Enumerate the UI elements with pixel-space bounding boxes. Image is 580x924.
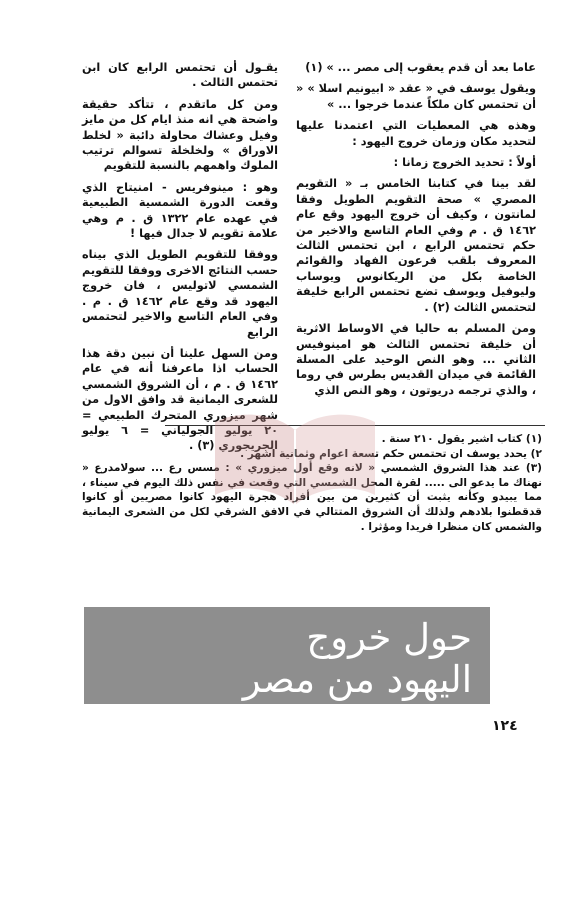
paragraph: ووفقا للتقويم الطويل الذي بيناه حسب النتائج الاخرى ووفقا للتقويم الشمسي لاتوليس ، فان خروج اليهود قد وقع عام ١٤٦٢ ق . م . وفي العام التاسع والاخير لتحتمس الرابع <box>82 248 278 339</box>
paragraph: وهو : مينوفريس - امنيتاح الذي وقعت الدورة الشمسية الطبيعية في عهده عام ١٣٢٢ ق . م وهي علامة تقويم لا جدال فيها ! <box>82 180 279 241</box>
paragraph: ومن السهل علينا أن نبين دقة هذا الحساب اذا ماعرفنا أنه في عام ١٤٦٢ ق . م ، أن الشروق الشمسي للشعرى اليمانية قد وافق الاول من شهر ميزوري المتحرك الطبيعي = ٢٠ يوليو الجولياني = ٦ يوليو الجريجوري (٣) . <box>82 346 278 453</box>
footnote: (١) كتاب اشير يقول ٢١٠ سنة . <box>381 433 542 445</box>
right-text-column <box>296 60 536 404</box>
footnotes <box>82 432 542 534</box>
paragraph: ومن المسلم به حاليا في الاوساط الاثرية أن خليفة تحتمس الثالث هو امينوفيس الثاني ... وهو النص الوحيد على المسلة القائمة في ميدان القديس بطرس في روما ، والذي ترجمه دريوتون ، وهو النص الذي <box>296 322 536 397</box>
page-number: ١٢٤ <box>492 718 518 734</box>
chapter-title-line: حول خروج <box>306 616 472 659</box>
paragraph: ومن كل ماتقدم ، تتأكد حقيقة واضحة هي انه منذ ايام كل من مايز وفيل وعشاك محاولة دائبة « لخلط الاوراق » ولخلخلة تسوالم ترتيب الملوك واهمهم بالنسبة للتقويم <box>82 97 278 173</box>
paragraph: وهذه هي المعطيات التي اعتمدنا عليها لتحديد مكان وزمان خروج اليهود : <box>296 119 536 148</box>
section-heading: أولاً : تحديد الخروج زمانا : <box>393 156 536 170</box>
paragraph: عاما بعد أن قدم يعقوب إلى مصر ... » (١) <box>305 61 536 74</box>
paragraph: يقـول أن تحتمس الرابع كان ابن تحتمس الثالث . <box>82 61 278 90</box>
paragraph: ويقول يوسف في « عقد « ابيونيم اسلا » « أن تحتمس كان ملكاً عندما خرجوا ... » <box>296 82 536 111</box>
chapter-title <box>243 617 472 701</box>
chapter-title-line: اليهود من مصر <box>242 658 472 701</box>
left-text-column <box>82 60 278 460</box>
footnote: (٣) عند هذا الشروق الشمسي « لانه وقع أول ميزوري » : مسس رع ... سولامدرع « نهناك ما يدعو الى ..... لقرة المحل الشمسي التي وقعت في نفس ذلك اليوم في سيناء ، مما يبيدو وكأنه يثبت أن كثيرين من بين أفراد هجرة اليهود كانوا مصريين أو كانوا قدقطنوا بلادهم ولذلك أن الشروق المتتالي في الافق الشرقي لكل من الشعرى اليمانية والشمس كان منظرا فريدا ومؤثرا . <box>82 462 542 533</box>
chapter-title-banner <box>84 607 490 704</box>
footnote-divider <box>165 425 545 426</box>
footnote: ٢) يحدد يوسف ان تحتمس حكم تسعة اعوام وثمانية اشهر . <box>240 447 542 460</box>
paragraph: لقد بينا في كتابنا الخامس بـ « التقويم المصري » صحة التقويم الطويل وفقا لمانتون ، وكيف أن خروج اليهود وقع عام ١٤٦٢ ق . م وفي العام التاسع والاخير من حكم تحتمس الرابع ، ابن تحتمس الثالث المعروف بلقب فرعون الفهاد والقوائم الخاصة بكل من الريكانوس ويوساب وليوفيل ويوسف تضع تحتمس الرابع خليفة لتحتمس الثالث (٢) . <box>296 177 536 314</box>
